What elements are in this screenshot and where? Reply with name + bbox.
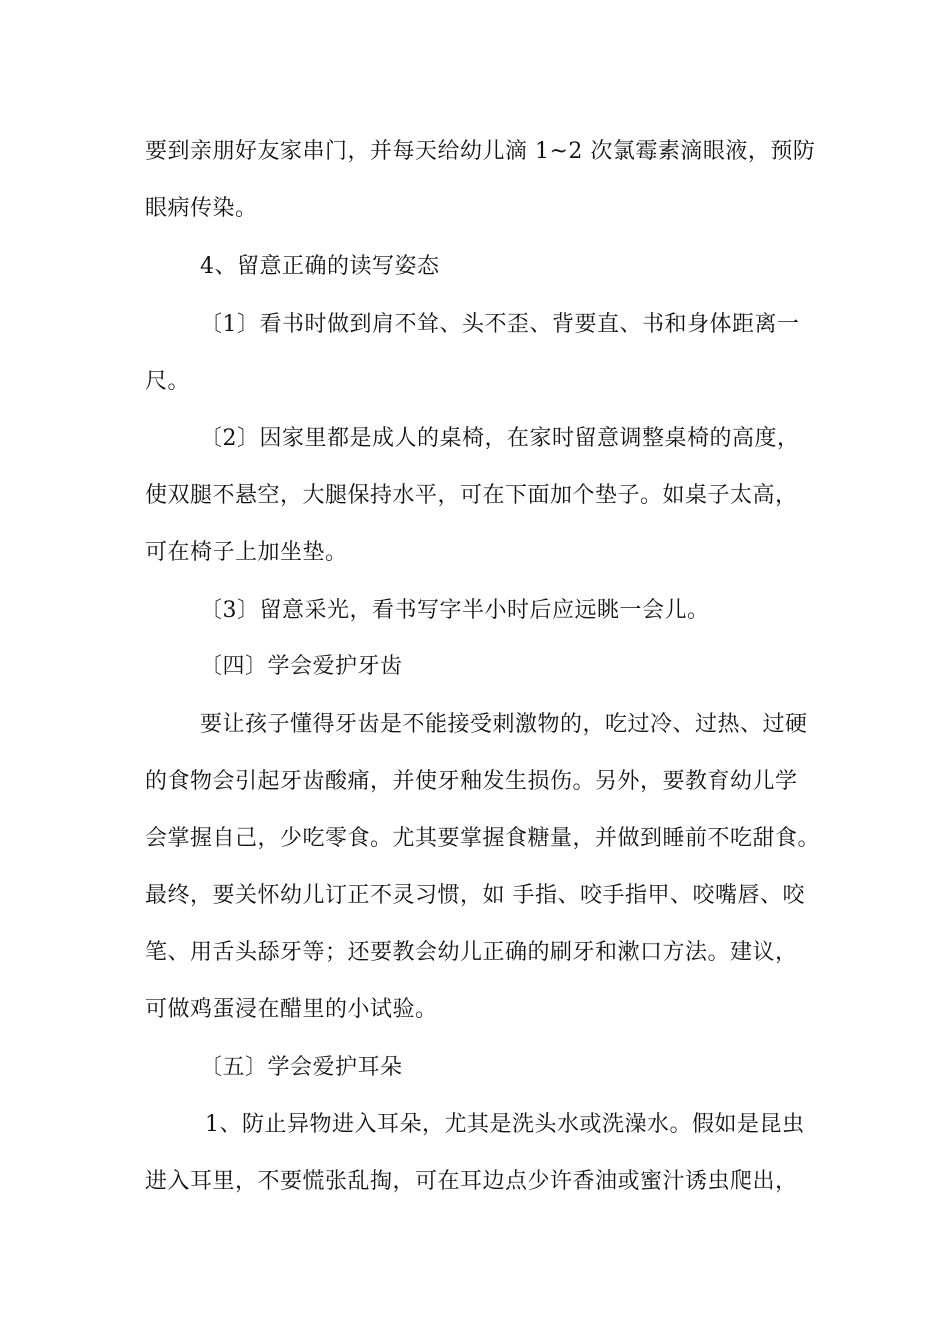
text-line: 眼病传染。: [145, 196, 258, 221]
text-line: 〔3〕留意采光，看书写字半小时后应远眺一会儿。: [200, 598, 710, 623]
text-line: 尺。: [145, 369, 191, 394]
text-line: 使双腿不悬空，大腿保持水平，可在下面加个垫子。如桌子太高，: [145, 483, 798, 508]
text-line: 要让孩子懂得牙齿是不能接受刺激物的，吃过冷、过热、过硬: [200, 712, 808, 737]
section-heading: 〔四〕学会爱护牙齿: [200, 654, 403, 679]
text-line: 可在椅子上加坐垫。: [145, 540, 348, 565]
text-line: 〔2〕因家里都是成人的桌椅，在家时留意调整桌椅的高度，: [200, 426, 800, 451]
section-heading: 4、留意正确的读写姿态: [200, 254, 440, 279]
text-line: 〔1〕看书时做到肩不耸、头不歪、背要直、书和身体距离一: [200, 312, 800, 337]
text-line: 笔、用舌头舔牙等；还要教会幼儿正确的刷牙和漱口方法。建议，: [145, 940, 798, 965]
text-line: 1、防止异物进入耳朵，尤其是洗头水或洗澡水。假如是昆虫: [205, 1112, 805, 1137]
text-line: 进入耳里，不要慌张乱掏，可在耳边点少许香油或蜜汁诱虫爬出，: [145, 1169, 798, 1194]
text-line: 的食物会引起牙齿酸痛，并使牙釉发生损伤。另外，要教育幼儿学: [145, 769, 798, 794]
text-line: 可做鸡蛋浸在醋里的小试验。: [145, 997, 438, 1022]
text-line: 会掌握自己，少吃零食。尤其要掌握食糖量，并做到睡前不吃甜食。: [145, 826, 821, 851]
text-line: 最终，要关怀幼儿订正不灵习惯，如 手指、咬手指甲、咬嘴唇、咬: [145, 883, 805, 908]
text-line: 要到亲朋好友家串门，并每天给幼儿滴 1~2 次氯霉素滴眼液，预防: [145, 139, 816, 164]
section-heading: 〔五〕学会爱护耳朵: [200, 1055, 403, 1080]
